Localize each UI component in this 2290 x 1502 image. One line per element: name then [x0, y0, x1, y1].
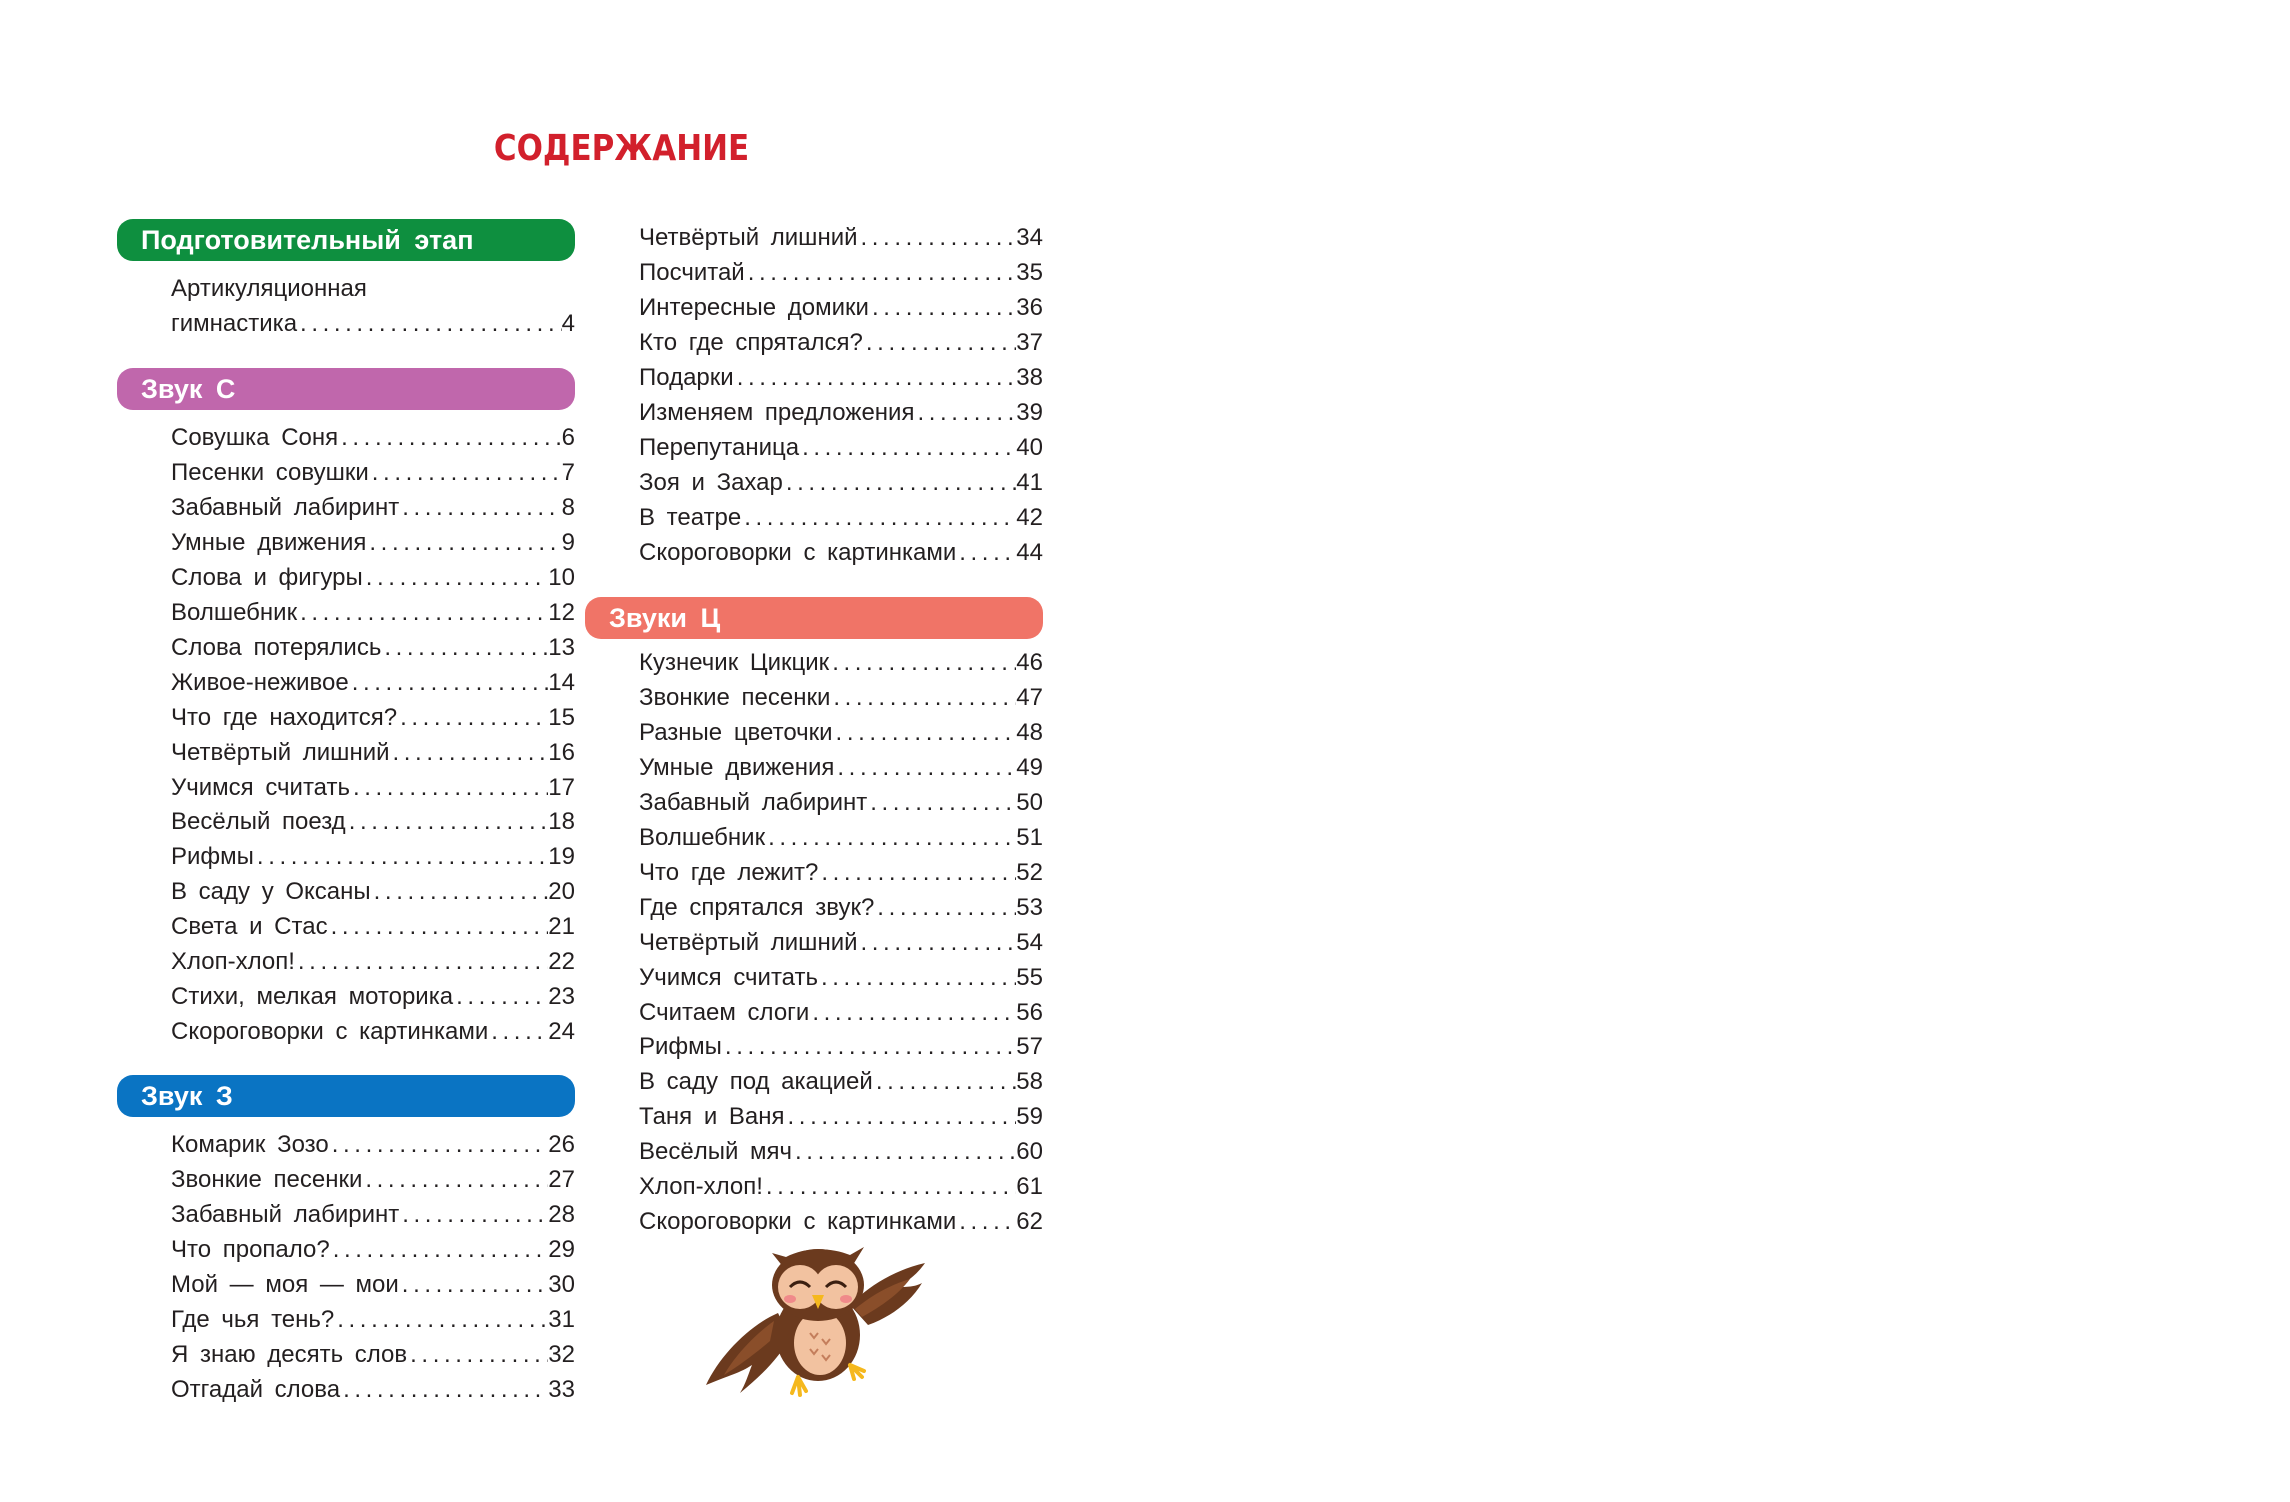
dot-leader	[369, 525, 561, 560]
dot-leader	[374, 874, 549, 909]
toc-entry-page: 32	[548, 1340, 575, 1368]
toc-entry-title: Где спрятался звук?	[639, 893, 875, 921]
page-title: СОДЕРЖАНИЕ	[493, 128, 750, 169]
toc-entry[interactable]	[171, 490, 575, 525]
toc-entry-page: 59	[1016, 1103, 1043, 1131]
dot-leader	[802, 430, 1016, 465]
toc-entry[interactable]	[639, 325, 1043, 360]
toc-entry[interactable]	[639, 255, 1043, 290]
toc-entry-page: 8	[561, 493, 575, 521]
toc-entry[interactable]	[171, 306, 575, 341]
toc-entry-page: 60	[1016, 1138, 1043, 1166]
toc-entry-title: Я знаю десять слов	[171, 1340, 408, 1368]
toc-entry[interactable]	[171, 1302, 575, 1337]
toc-entry-page: 13	[548, 633, 575, 661]
toc-entry[interactable]	[639, 750, 1043, 785]
dot-leader	[402, 1267, 549, 1302]
toc-entry-title: Света и Стас	[171, 913, 328, 941]
toc-entry-page: 35	[1016, 258, 1043, 286]
toc-entry-page: 34	[1016, 224, 1043, 251]
toc-entry-page: 57	[1016, 1033, 1043, 1061]
toc-entry[interactable]	[171, 1014, 575, 1049]
toc-entry[interactable]	[171, 1337, 575, 1372]
dot-leader	[861, 220, 1017, 255]
dot-leader	[300, 595, 548, 630]
toc-entry-title: Четвёртый лишний	[639, 224, 858, 251]
toc-entry-title: Рифмы	[171, 843, 254, 871]
toc-entry[interactable]	[639, 290, 1043, 325]
toc-entry-title: Комарик Зозо	[171, 1131, 329, 1158]
dot-leader	[341, 420, 562, 455]
dot-leader	[402, 490, 561, 525]
toc-entry-page: 17	[548, 773, 575, 801]
toc-entry[interactable]	[171, 1267, 575, 1302]
toc-entry-title: Скороговорки с картинками	[171, 1018, 489, 1046]
toc-entry-page: 22	[548, 948, 575, 976]
dot-leader	[353, 770, 548, 805]
toc-entry-title: Что где лежит?	[639, 858, 819, 886]
toc-entry[interactable]	[639, 855, 1043, 890]
toc-entry[interactable]	[171, 979, 575, 1014]
section-header-sound-s: Звук С	[117, 368, 575, 410]
toc-entry[interactable]	[639, 220, 1043, 255]
dot-leader	[393, 735, 549, 770]
toc-entry-page: 52	[1016, 858, 1043, 886]
toc-entry[interactable]	[171, 1232, 575, 1267]
toc-entry-page: 37	[1016, 328, 1043, 356]
toc-entry-title: Слова потерялись	[171, 633, 382, 661]
toc-entry-title: Что где находится?	[171, 703, 398, 731]
dot-leader	[861, 925, 1017, 960]
toc-entry[interactable]	[639, 1099, 1043, 1134]
toc-entry-title: Перепутаница	[639, 433, 800, 461]
toc-entry-page: 24	[548, 1018, 575, 1046]
toc-entry[interactable]	[171, 1127, 575, 1162]
toc-entry-page: 15	[548, 703, 575, 731]
toc-entry-page: 53	[1016, 893, 1043, 921]
dot-leader	[959, 1204, 1016, 1239]
toc-entry-title: Волшебник	[639, 823, 766, 851]
toc-entry-page: 19	[548, 843, 575, 871]
dot-leader	[833, 680, 1016, 715]
toc-entry-page: 29	[548, 1235, 575, 1263]
toc-entry-title: Учимся считать	[639, 963, 818, 991]
toc-entry-page: 39	[1016, 398, 1043, 426]
dot-leader	[372, 455, 562, 490]
toc-entry-page: 38	[1016, 363, 1043, 391]
toc-entry[interactable]	[639, 1029, 1043, 1064]
toc-entry[interactable]	[639, 500, 1043, 535]
dot-leader	[257, 839, 548, 874]
toc-entry-title: Рифмы	[639, 1033, 722, 1061]
toc-entry-title: Отгадай слова	[171, 1375, 341, 1403]
toc-entry-page: 12	[548, 598, 575, 626]
toc-entry[interactable]	[639, 1134, 1043, 1169]
toc-entry-title: В театре	[639, 503, 742, 531]
toc-entry[interactable]	[171, 839, 575, 874]
toc-entry[interactable]	[639, 820, 1043, 855]
toc-entry-title: Забавный лабиринт	[171, 493, 400, 521]
toc-entry-title: Мой — моя — мои	[171, 1270, 399, 1298]
toc-entry[interactable]	[171, 1197, 575, 1232]
dot-leader	[298, 944, 548, 979]
toc-entry-page: 55	[1016, 963, 1043, 991]
toc-entry-page: 62	[1016, 1208, 1043, 1236]
toc-entry-title: Четвёртый лишний	[171, 738, 390, 766]
toc-entry[interactable]	[171, 909, 575, 944]
toc-entry-title: Разные цветочки	[639, 718, 833, 746]
toc-entry-page: 48	[1016, 718, 1043, 746]
dot-leader	[876, 1064, 1016, 1099]
dot-leader	[959, 535, 1016, 570]
toc-entry-page: 16	[548, 738, 575, 766]
toc-entry[interactable]	[171, 1162, 575, 1197]
toc-entry-title: Живое-неживое	[171, 668, 349, 696]
toc-entry[interactable]	[171, 630, 575, 665]
dot-leader	[402, 1197, 548, 1232]
toc-entry-title: Таня и Ваня	[639, 1103, 785, 1131]
toc-entry[interactable]	[639, 960, 1043, 995]
toc-entry[interactable]	[171, 560, 575, 595]
section-header-prep: Подготовительный этап	[117, 219, 575, 261]
toc-entry-page: 23	[548, 983, 575, 1011]
dot-leader	[766, 1169, 1016, 1204]
dot-leader	[337, 1302, 548, 1337]
dot-leader	[832, 645, 1016, 680]
toc-entry[interactable]	[171, 735, 575, 770]
dot-leader	[788, 1099, 1017, 1134]
toc-entry-title: Учимся считать	[171, 773, 350, 801]
dot-leader	[786, 465, 1016, 500]
dot-leader	[837, 750, 1016, 785]
toc-entry-page: 54	[1016, 928, 1043, 956]
dot-leader	[744, 500, 1016, 535]
dot-leader	[456, 979, 548, 1014]
toc-entry[interactable]	[639, 995, 1043, 1030]
section-header-sound-z: Звук З	[117, 1075, 575, 1117]
dot-leader	[877, 890, 1016, 925]
toc-entry-page: 58	[1016, 1068, 1043, 1096]
toc-entry-title: Артикуляционная	[171, 275, 367, 302]
toc-entry-title: Подарки	[639, 363, 734, 391]
dot-leader	[491, 1014, 548, 1049]
toc-entry-page: 51	[1016, 823, 1043, 851]
dot-leader	[812, 995, 1016, 1030]
toc-entry-title: В саду под акацией	[639, 1068, 873, 1096]
toc-entry-page: 21	[548, 913, 575, 941]
toc-entry-page: 27	[548, 1165, 575, 1193]
toc-entry-page: 44	[1016, 538, 1043, 566]
toc-entry-title: Четвёртый лишний	[639, 928, 858, 956]
dot-leader	[748, 255, 1017, 290]
toc-entry-page: 6	[561, 424, 575, 451]
toc-entry[interactable]	[639, 645, 1043, 680]
toc-entry[interactable]	[171, 944, 575, 979]
toc-entry-title: Песенки совушки	[171, 458, 369, 486]
toc-entry-title: Слова и фигуры	[171, 563, 363, 591]
dot-leader	[917, 395, 1016, 430]
toc-entry-page: 61	[1016, 1173, 1043, 1201]
toc-entry[interactable]	[171, 665, 575, 700]
toc-entry-page: 49	[1016, 753, 1043, 781]
toc-entry[interactable]	[171, 770, 575, 805]
toc-entry-title: Считаем слоги	[639, 998, 810, 1026]
toc-entry[interactable]	[639, 430, 1043, 465]
toc-entry-page: 47	[1016, 683, 1043, 711]
toc-entry[interactable]	[171, 1372, 575, 1407]
toc-entry[interactable]	[171, 700, 575, 735]
toc-entry-title: Скороговорки с картинками	[639, 1208, 957, 1236]
dot-leader	[343, 1372, 548, 1407]
dot-leader	[384, 630, 548, 665]
toc-entry-page: 41	[1016, 468, 1043, 496]
toc-entry[interactable]	[639, 785, 1043, 820]
dot-leader	[331, 909, 549, 944]
toc-entry[interactable]	[639, 395, 1043, 430]
dot-leader	[300, 306, 562, 341]
toc-entry[interactable]	[171, 874, 575, 909]
toc-entry-page: 36	[1016, 293, 1043, 321]
toc-entry[interactable]	[171, 420, 575, 455]
toc-entry-title: Интересные домики	[639, 293, 869, 321]
dot-leader	[332, 1127, 549, 1162]
toc-entry-title: Кузнечик Цикцик	[639, 649, 830, 676]
dot-leader	[821, 960, 1016, 995]
toc-entry-page: 20	[548, 878, 575, 906]
toc-entry-page: 14	[548, 668, 575, 696]
toc-entry-title: В саду у Оксаны	[171, 878, 371, 906]
toc-entry[interactable]	[639, 890, 1043, 925]
dot-leader	[333, 1232, 549, 1267]
toc-entry-title: Звонкие песенки	[171, 1165, 363, 1193]
toc-entry-page: 42	[1016, 503, 1043, 531]
dot-leader	[866, 325, 1016, 360]
toc-entry-title: Весёлый поезд	[171, 808, 346, 836]
dot-leader	[737, 360, 1017, 395]
toc-entry-title: Хлоп-хлоп!	[171, 948, 295, 976]
toc-entry[interactable]	[171, 804, 575, 839]
dot-leader	[366, 560, 549, 595]
dot-leader	[836, 715, 1017, 750]
toc-entry-page: 40	[1016, 433, 1043, 461]
toc-entry-title: Совушка Соня	[171, 424, 339, 451]
toc-entry-page: 50	[1016, 788, 1043, 816]
toc-entry-line1	[171, 271, 575, 306]
toc-entry-title: Забавный лабиринт	[171, 1200, 400, 1228]
toc-entry-page: 56	[1016, 998, 1043, 1026]
toc-entry[interactable]	[639, 535, 1043, 570]
toc-entry-title: гимнастика	[171, 309, 298, 337]
toc-entry-page: 10	[548, 563, 575, 591]
dot-leader	[400, 700, 548, 735]
toc-entry-page: 28	[548, 1200, 575, 1228]
dot-leader	[795, 1134, 1016, 1169]
section-header-sound-ts: Звуки Ц	[585, 597, 1043, 639]
toc-entry[interactable]	[639, 715, 1043, 750]
dot-leader	[821, 855, 1016, 890]
toc-entry[interactable]	[639, 925, 1043, 960]
dot-leader	[870, 785, 1016, 820]
toc-entry-page: 46	[1016, 649, 1043, 676]
toc-entry-title: Скороговорки с картинками	[639, 538, 957, 566]
toc-entry[interactable]	[639, 1064, 1043, 1099]
toc-entry-title: Кто где спрятался?	[639, 328, 863, 356]
toc-entry-page: 33	[548, 1375, 575, 1403]
dot-leader	[365, 1162, 548, 1197]
toc-entry[interactable]	[171, 455, 575, 490]
toc-entry-title: Умные движения	[639, 753, 835, 781]
toc-entry-title: Посчитай	[639, 258, 745, 286]
dot-leader	[768, 820, 1016, 855]
toc-entry[interactable]	[171, 595, 575, 630]
toc-entry-page: 18	[548, 808, 575, 836]
toc-entry-page: 7	[561, 458, 575, 486]
dot-leader	[349, 804, 549, 839]
dot-leader	[872, 290, 1016, 325]
toc-entry-page: 9	[561, 528, 575, 556]
toc-entry-title: Хлоп-хлоп!	[639, 1173, 763, 1201]
toc-entry-title: Волшебник	[171, 598, 298, 626]
toc-entry[interactable]	[639, 680, 1043, 715]
owl-icon	[700, 1225, 930, 1405]
toc-entry[interactable]	[639, 1169, 1043, 1204]
toc-entry-page: 26	[548, 1131, 575, 1158]
toc-entry-title: Звонкие песенки	[639, 683, 831, 711]
dot-leader	[410, 1337, 548, 1372]
toc-entry-title: Умные движения	[171, 528, 367, 556]
toc-entry-title: Весёлый мяч	[639, 1138, 793, 1166]
toc-entry[interactable]	[639, 360, 1043, 395]
toc-entry-title: Стихи, мелкая моторика	[171, 983, 454, 1011]
toc-entry-title: Где чья тень?	[171, 1305, 335, 1333]
toc-entry-page: 30	[548, 1270, 575, 1298]
toc-entry-page: 31	[548, 1305, 575, 1333]
toc-entry-title: Что пропало?	[171, 1235, 330, 1263]
toc-entry[interactable]	[639, 465, 1043, 500]
toc-entry-page: 4	[561, 309, 575, 337]
toc-entry-title: Забавный лабиринт	[639, 788, 868, 816]
toc-entry[interactable]	[171, 525, 575, 560]
toc-entry-title: Зоя и Захар	[639, 468, 783, 496]
dot-leader	[725, 1029, 1016, 1064]
dot-leader	[352, 665, 549, 700]
toc-entry-title: Изменяем предложения	[639, 398, 915, 426]
